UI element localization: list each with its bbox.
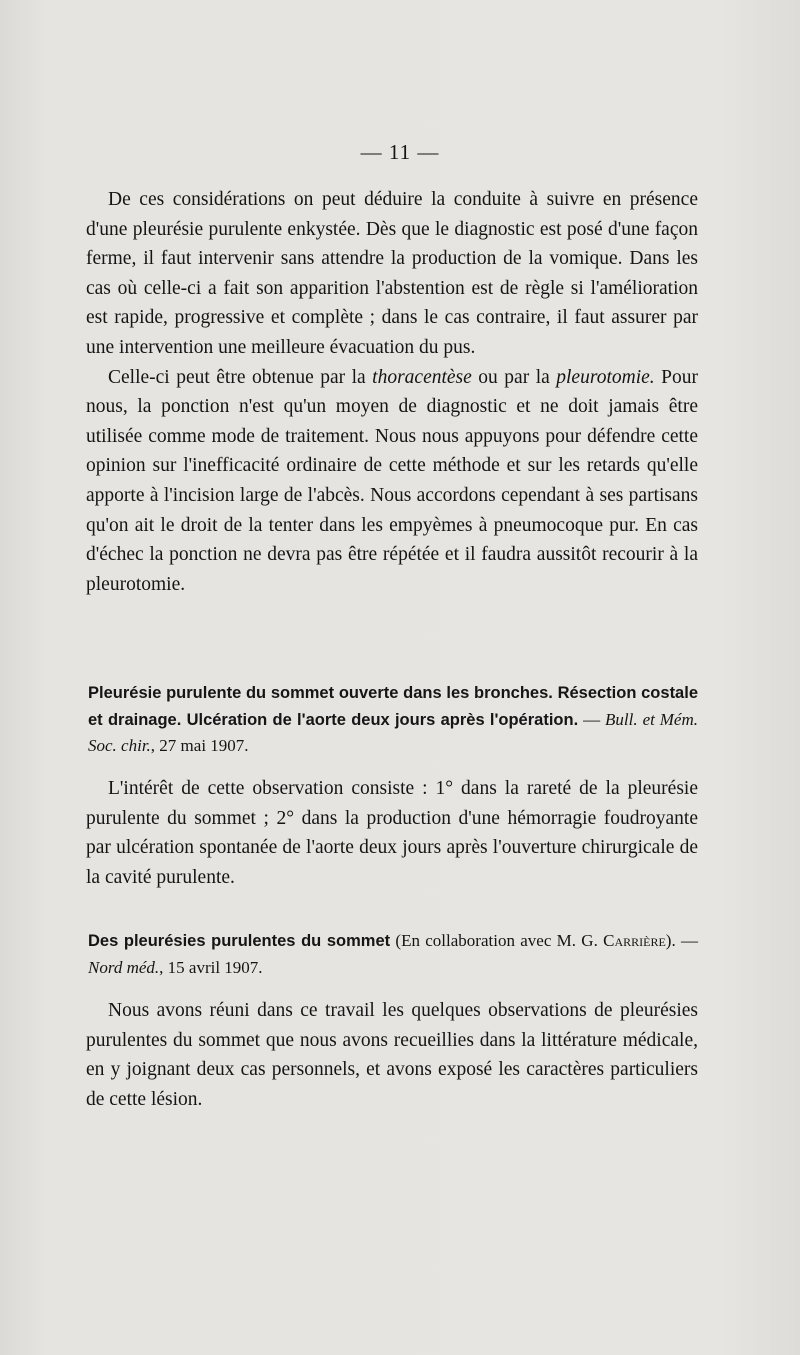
term-thoracentese: thoracentèse [372, 366, 472, 388]
collaboration-prefix: (En collaboration avec M. G. [390, 931, 604, 950]
paragraph-text-start: Celle-ci peut être obtenue par la [108, 366, 373, 388]
collaboration-suffix: ). — [665, 931, 698, 950]
publication-journal: Bull. et Mém. Soc. chir. [88, 709, 699, 755]
paragraph-text-rest: Pour nous, la ponction n'est qu'un moyen de diagnostic et ne doit jamais être utilisée comme mode de traitement. Nous nous appuyons pour défendre cette opinion sur l'inefficacité ordinaire de cette méthode et sur les retards qu'elle apporte à l'incision large de l'abcès. Nous accordons cependant à ses partisans qu'on ait le droit de la tenter dans les empyèmes à pneumocoque pur. En cas d'échec la ponction ne devra pas être répétée et il faudra aussitôt recourir à la pleurotomie. [86, 366, 698, 595]
term-pleurotomie: pleurotomie. [556, 366, 655, 388]
publication-journal: Nord méd. [88, 957, 160, 977]
paragraph-text-mid: ou par la [471, 366, 557, 388]
publication-date: , 15 avril 1907. [159, 957, 263, 977]
paragraph-travail: Nous avons réuni dans ce travail les quelques observations de pleurésies purulentes du sommet que nous avons recueillies dans la littérature médicale, en y joignant deux cas personnels, et avons exposé les caractères particuliers de cette lésion. [86, 1000, 698, 1110]
publication-date: , 27 mai 1907. [150, 736, 249, 755]
publication-title: Des pleurésies purulentes du sommet [88, 932, 391, 950]
publication-ref-dash: — [578, 709, 606, 729]
paragraph-interet: L'intérêt de cette observation consiste : 1° dans la rareté de la pleurésie purulente du sommet ; 2° dans la production d'une hémorragie foudroyante par ulcération spontanée de l'aorte deux jours après l'ouverture chirurgicale de la cavité purulente. [86, 778, 698, 888]
paragraph-conduite: De ces considérations on peut déduire la conduite à suivre en présence d'une pleurésie purulente enkystée. Dès que le diagnostic est posé d'une façon ferme, il faut intervenir sans attendre la production de la vomique. Dans les cas où celle-ci a fait son apparition l'abstention est de règle si l'amélioration est rapide, progressive et complète ; dans le cas contraire, il faut assurer par une intervention une meilleure évacuation du pus. [86, 189, 698, 358]
publication-heading-2 [88, 928, 698, 981]
observation-section [86, 774, 698, 892]
publication-title: Pleurésie purulente du sommet ouverte dans les bronches. Résection costale et drainage. Ulcération de l'aorte deux jours après l'opération. [88, 684, 698, 729]
publication-heading-1 [88, 681, 698, 760]
paragraph-thoracentese [86, 363, 698, 600]
discussion-section [86, 185, 698, 599]
page-number: — 11 — [360, 140, 440, 164]
summary-section [86, 996, 698, 1114]
collaborator-name: Carrière [603, 931, 666, 950]
